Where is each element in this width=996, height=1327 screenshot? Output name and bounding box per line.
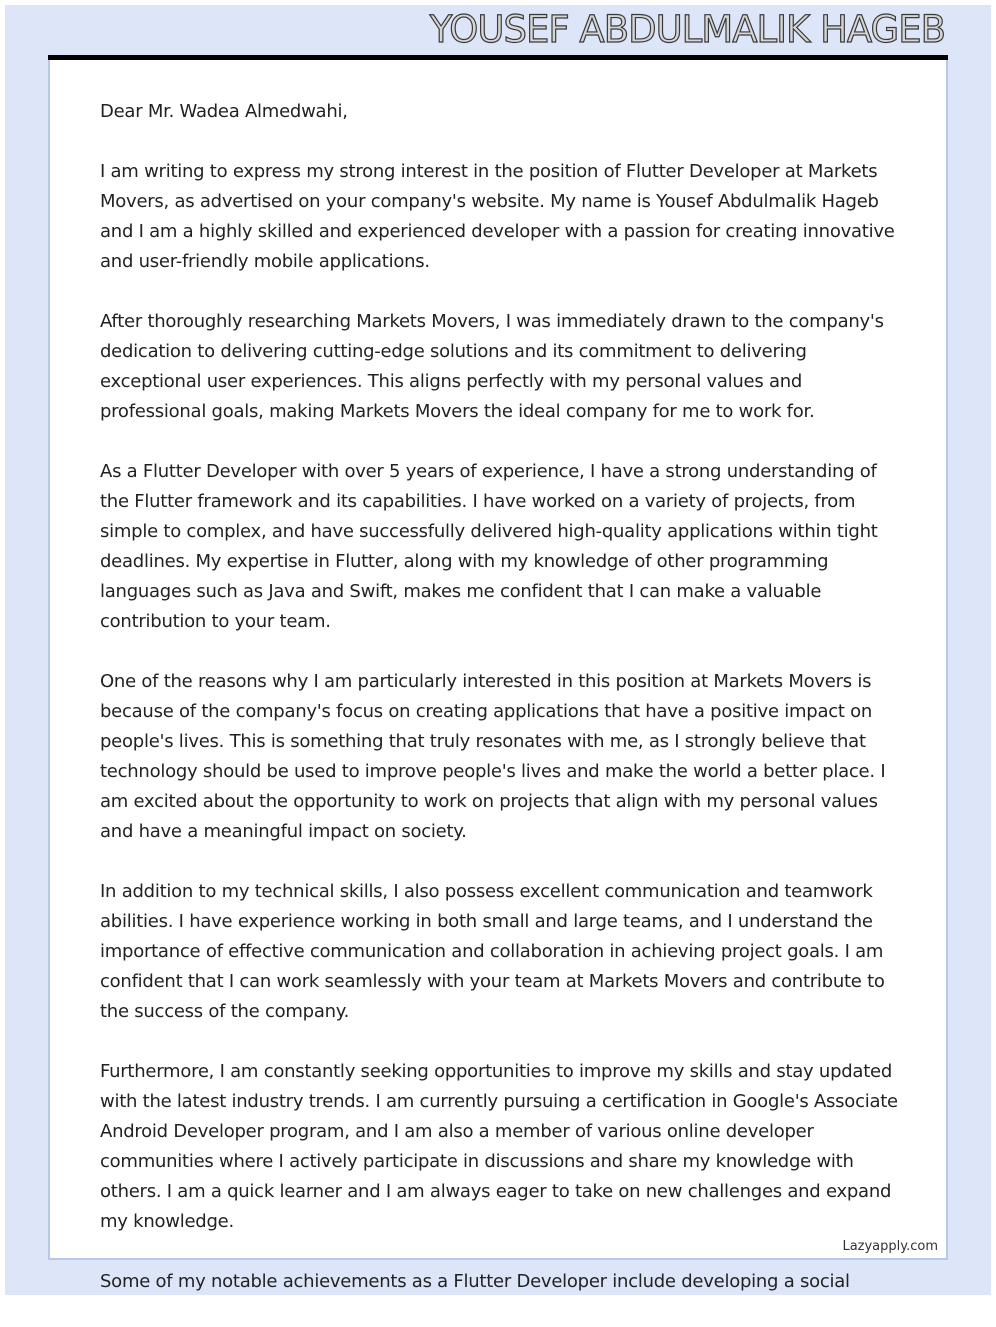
letter-salutation: Dear Mr. Wadea Almedwahi,	[100, 101, 348, 122]
letter-paragraph: After thoroughly researching Markets Movers, I was immediately drawn to the company's dedication to delivering cutting-edge solutions and its commitment to delivering exceptional user experiences. This aligns perfectly with my personal values and professional goals, making Markets Movers the ideal company for me to work for.	[100, 311, 884, 422]
watermark-text: Lazyapply.com	[842, 1239, 938, 1254]
letter-paragraph: Furthermore, I am constantly seeking opportunities to improve my skills and stay updated with the latest industry trends. I am currently pursuing a certification in Google's Associate Android Developer program, and I am also a member of various online developer communities where I actively participate in discussions and share my knowledge with others. I am a quick learner and I am always eager to take on new challenges and expand my knowledge.	[100, 1061, 898, 1232]
letter-paragraph: One of the reasons why I am particularly interested in this position at Markets Movers is because of the company's focus on creating applications that have a positive impact on people's lives. This is something that truly resonates with me, as I strongly believe that technology should be used to improve people's lives and make the world a better place. I am excited about the opportunity to work on projects that align with my personal values and have a meaningful impact on society.	[100, 671, 886, 842]
letter-paragraph: Some of my notable achievements as a Flutter Developer include developing a social	[100, 1271, 850, 1292]
letter-paragraph: As a Flutter Developer with over 5 years of experience, I have a strong understanding of the Flutter framework and its capabilities. I have worked on a variety of projects, from simple to complex, and have successfully delivered high-quality applications within tight deadlines. My expertise in Flutter, along with my knowledge of other programming languages such as Java and Swift, makes me confident that I can make a valuable contribution to your team.	[100, 461, 878, 632]
letter-paragraph: I am writing to express my strong interest in the position of Flutter Developer at Markets Movers, as advertised on your company's website. My name is Yousef Abdulmalik Hageb and I am a highly skilled and experienced developer with a passion for creating innovative and user-friendly mobile applications.	[100, 161, 895, 272]
letter-body	[100, 97, 900, 1327]
letter-paragraph: In addition to my technical skills, I also possess excellent communication and teamwork abilities. I have experience working in both small and large teams, and I understand the importance of effective communication and collaboration in achieving project goals. I am confident that I can work seamlessly with your team at Markets Movers and contribute to the success of the company.	[100, 881, 885, 1022]
applicant-name-heading: YOUSEF ABDULMALIK HAGEB	[429, 8, 945, 51]
